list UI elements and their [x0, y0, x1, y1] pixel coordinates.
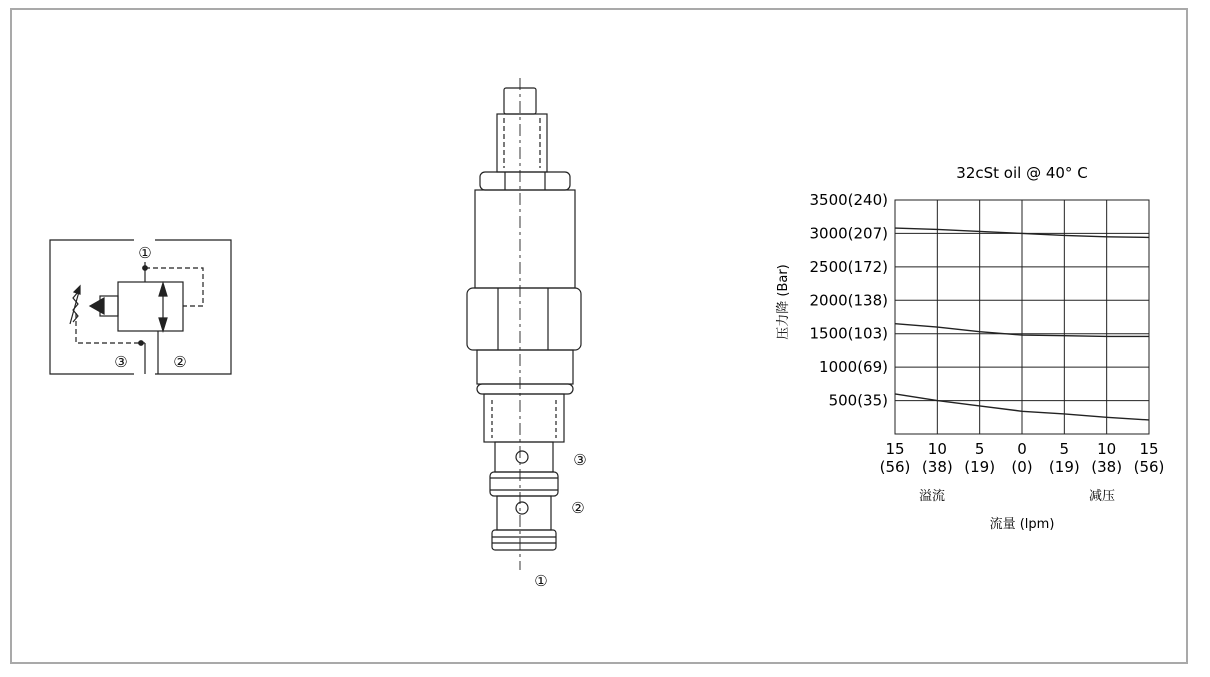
x-section-label-reducing: 减压: [1088, 489, 1116, 504]
y-tick-label: 3000(207): [809, 224, 888, 243]
x-tick-sublabel: (19): [1048, 458, 1080, 476]
junction-dot: [139, 341, 144, 346]
chart-title: 32cSt oil @ 40° C: [956, 164, 1088, 182]
x-tick-label: 10: [1097, 440, 1117, 458]
valve-body-upper: [475, 190, 575, 288]
cartridge-nose: [492, 530, 556, 550]
y-tick-label: 2500(172): [809, 257, 888, 276]
port-3-hole: [516, 451, 528, 463]
x-tick-label: 0: [1017, 440, 1027, 458]
x-tick-sublabel: (56): [879, 458, 911, 476]
x-axis-label: 流量 (lpm): [989, 517, 1055, 532]
x-tick-label: 10: [927, 440, 947, 458]
pressure-drop-chart: [775, 164, 1164, 532]
cartridge-port-2-label: ②: [571, 499, 585, 517]
x-tick-sublabel: (19): [964, 458, 996, 476]
x-tick-label: 15: [1139, 440, 1159, 458]
hydraulic-schematic-symbol: [50, 240, 231, 374]
valve-body: [118, 282, 183, 331]
port-2-hole: [516, 502, 528, 514]
port-3-section: [495, 442, 553, 472]
x-section-label-relief: 溢流: [918, 489, 946, 504]
cartridge-valve-drawing: [467, 78, 587, 590]
port-2-section: [497, 496, 551, 530]
y-tick-label: 2000(138): [809, 291, 888, 310]
seal-band: [490, 472, 558, 496]
x-tick-labels: [880, 440, 1165, 476]
jam-nut: [480, 172, 570, 190]
y-tick-label: 3500(240): [809, 191, 888, 209]
y-tick-label: 1000(69): [819, 358, 888, 377]
y-tick-label: 1500(103): [809, 324, 888, 343]
x-tick-label: 5: [974, 440, 985, 458]
spring-actuator-icon: [70, 286, 118, 324]
cage-upper: [484, 394, 564, 442]
schematic-port-1-label: ①: [138, 244, 152, 262]
valve-neck: [477, 350, 573, 384]
o-ring-groove: [477, 384, 573, 394]
hex-nut: [467, 288, 581, 350]
y-tick-label: 500(35): [828, 391, 888, 410]
x-tick-sublabel: (56): [1133, 458, 1165, 476]
x-tick-label: 15: [885, 440, 905, 458]
cartridge-port-3-label: ③: [573, 451, 587, 469]
x-tick-label: 5: [1059, 440, 1070, 458]
chart-grid: [895, 200, 1149, 434]
x-tick-sublabel: (38): [921, 458, 953, 476]
x-tick-sublabel: (0): [1011, 458, 1033, 476]
schematic-port-2-label: ②: [173, 353, 187, 371]
y-axis-label: 压力降 (Bar): [776, 264, 791, 340]
x-tick-sublabel: (38): [1091, 458, 1123, 476]
cartridge-port-1-label: ①: [534, 572, 548, 590]
junction-dot: [143, 266, 148, 271]
flow-arrow-icon: [159, 283, 167, 331]
schematic-port-3-label: ③: [114, 353, 128, 371]
y-tick-labels: [809, 191, 888, 410]
